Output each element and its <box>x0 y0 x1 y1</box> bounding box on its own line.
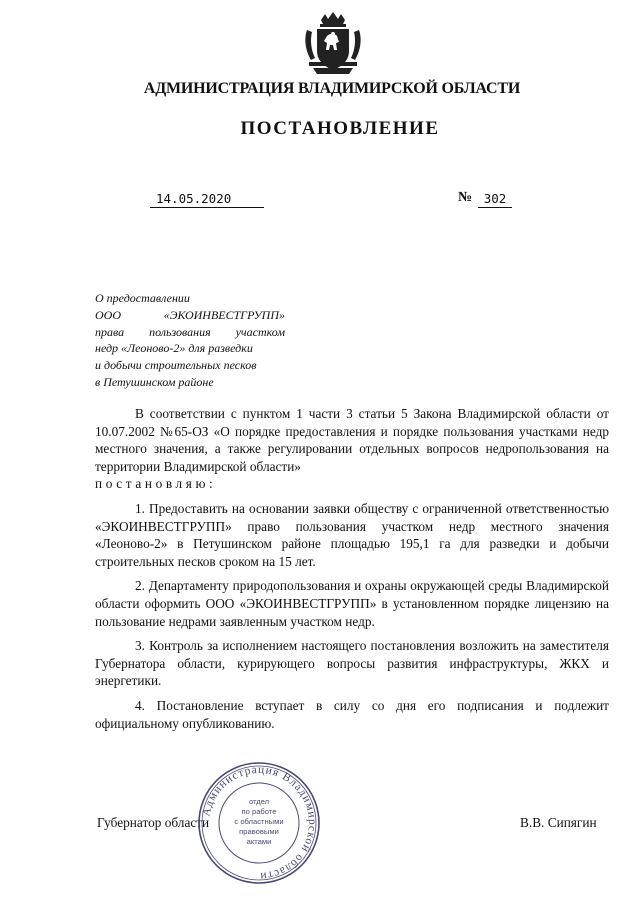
subject-line: права пользования участком <box>95 324 285 339</box>
number-label: № <box>458 190 473 205</box>
decree-item-4: 4. Постановление вступает в силу со дня его подписания и подлежит официальному опубликованию. <box>95 697 609 731</box>
document-number: 302 <box>478 191 512 208</box>
subject-line: ООО «ЭКОИНВЕСТГРУПП» <box>95 307 285 322</box>
stamp-center-line: правовыми <box>239 827 279 836</box>
decree-item-2: 2. Департаменту природопользования и охраны окружающей среды Владимирской области оформить ООО «ЭКОИНВЕСТГРУПП» в установленном порядке лицензию на пользование недрами заявленным участком недр. <box>95 578 609 629</box>
document-subject <box>95 290 285 391</box>
stamp-center-line: отдел <box>248 797 270 806</box>
decree-word: постановляю: <box>95 476 217 492</box>
vladimir-coat-of-arms-icon <box>303 10 363 76</box>
subject-line: в Петушинском районе <box>95 374 214 389</box>
stamp-outer-text: Администрация Владимирской области <box>200 763 319 883</box>
subject-line: недр «Леоново-2» для разведки <box>95 341 253 356</box>
subject-line: и добычи строительных песков <box>95 358 257 373</box>
preamble-paragraph: В соответствии с пунктом 1 части 3 статьи 5 Закона Владимирской области от 10.07.2002 №65-ОЗ «О порядке предоставления и порядке пользования участками недр местного значения, а также регулировании отдельных вопросов недропользования на территории Владимирской области» <box>95 406 609 474</box>
signatory-name: В.В. Сипягин <box>520 815 597 830</box>
document-type-title: ПОСТАНОВЛЕНИЕ <box>240 118 440 139</box>
decree-item-3: 3. Контроль за исполнением настоящего постановления возложить на заместителя Губернатора области, курирующего вопросы развития инфраструктуры, ЖКХ и энергетики. <box>95 638 609 689</box>
subject-line: О предоставлении <box>95 291 190 305</box>
stamp-center-line: с областными <box>234 817 284 826</box>
document-body <box>95 405 609 732</box>
stamp-center-line: по работе <box>241 807 277 816</box>
signatory-position: Губернатор области <box>97 815 210 830</box>
decree-item-1: 1. Предоставить на основании заявки обществу с ограниченной ответственностью «ЭКОИНВЕСТГРУПП» право пользования участком недр местного значения «Леоново-2» в Петушинском районе площадью 195,1 га для разведки и добычи строительных песков сроком на 15 лет. <box>95 500 609 569</box>
stamp-center-line: актами <box>246 837 272 846</box>
organization-title: АДМИНИСТРАЦИЯ ВЛАДИМИРСКОЙ ОБЛАСТИ <box>143 80 521 97</box>
document-date: 14.05.2020 <box>150 191 264 208</box>
official-stamp <box>196 760 322 886</box>
